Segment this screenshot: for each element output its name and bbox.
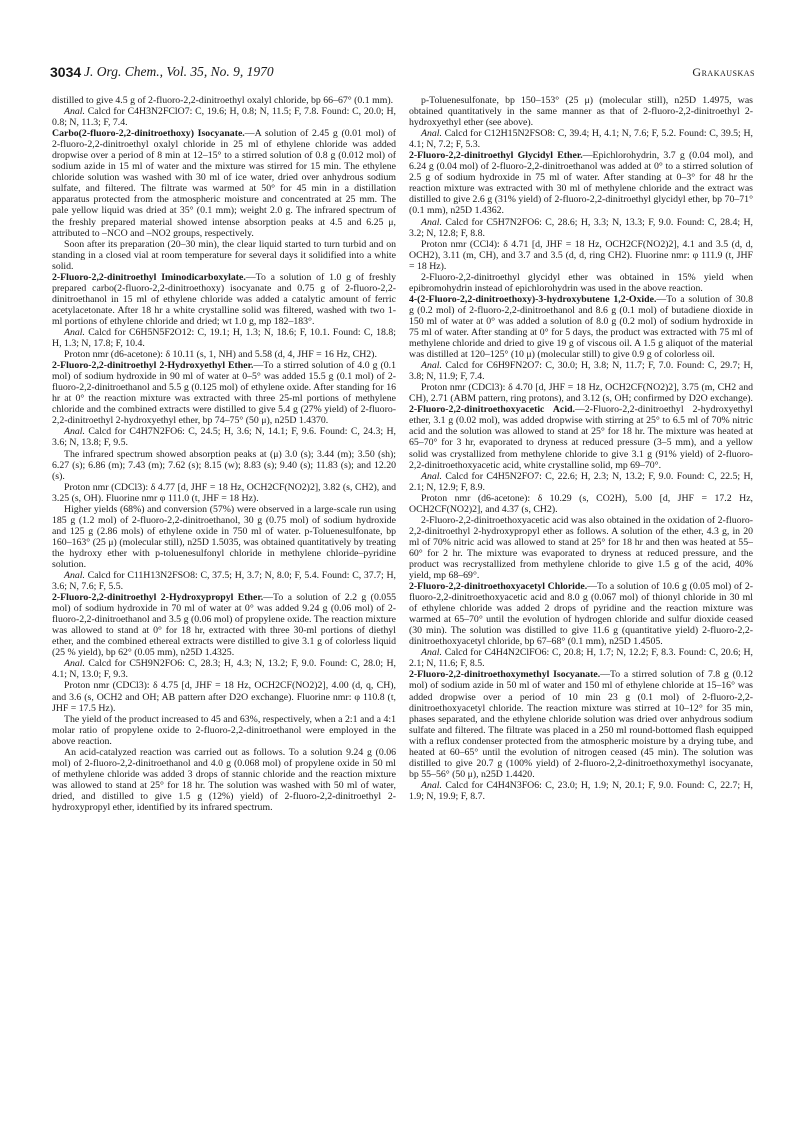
paragraph — [409, 780, 753, 802]
paragraph-text: Calcd for C5H9N2FO6: C, 28.3; H, 4.3; N, 13.2; F, 9.0. Found: C, 28.0; H, 4.1; N, 13.0; F, 9.3. — [52, 658, 396, 681]
paragraph-text: —2-Fluoro-2,2-dinitroethyl 2-hydroxyethyl ether, 3.1 g (0.02 mol), was added dropwise with stirring at 25° to 6.5 ml of 70% nitric acid and the solution was allowed to stand at 25° for 18 hr. The mixture was heated at 65–70° for 3 hr, evaporated to dryness at reduced pressure (3–5 mm), and a yellow solid was crystallized from methylene chloride to give 3.1 g (91% yield) of 2-fluoro-2,2-dinitroethoxyacetic acid, white crystalline solid, mp 69–70°. — [409, 404, 753, 471]
paragraph-text: 2-Fluoro-2,2-dinitroethoxyacetic acid was also obtained in the oxidation of 2-fluoro-2,2-dinitroethyl 2-hydroxypropyl ether as follows. A solution of the ether, 4.3 g, in 20 ml of 70% nitric acid was allowed to stand at 25° for 18 hr and then was heated at 55–60° for 2 hr. The mixture was evaporated to dryness at reduced pressure, and the product was recrystallized from methylene chloride to give 1.5 g of the acid, 40% yield, mp 68–69°. — [409, 514, 753, 582]
paragraph — [409, 493, 753, 515]
paragraph — [409, 471, 753, 493]
running-author: Grakauskas — [692, 65, 755, 79]
analysis-label: Anal. — [421, 128, 442, 140]
paragraph — [409, 581, 753, 647]
paragraph-text: Calcd for C4H4N2ClFO6: C, 20.8; H, 1.7; N, 12.2; F, 8.3. Found: C, 20.6; H, 2.1; N, 11.6; F, 8.5. — [409, 647, 753, 670]
section-heading: Carbo(2-fluoro-2,2-dinitroethoxy) Isocyanate. — [52, 128, 245, 140]
analysis-label: Anal. — [421, 470, 442, 482]
paragraph-text: Proton nmr (CDCl3): δ 4.70 [d, JHF = 18 Hz, OCH2CF(NO2)2], 3.75 (m, CH2 and CH), 2.71 (ABM pattern, ring protons), and 3.12 (s, OH; confirmed by D2O exchange). — [409, 382, 753, 405]
paragraph — [409, 294, 753, 360]
paragraph — [52, 449, 396, 482]
paragraph — [52, 327, 396, 349]
paragraph-text: 2-Fluoro-2,2-dinitroethyl glycidyl ether was obtained in 15% yield when epibromohydrin instead of epichlorohydrin was used in the above reaction. — [409, 271, 753, 294]
paragraph-text: Calcd for C4H4N3FO6: C, 23.0; H, 1.9; N, 20.1; F, 9.0. Found: C, 22.7; H, 1.9; N, 19.9; F, 8.7. — [409, 779, 753, 802]
paragraph — [409, 217, 753, 239]
page-header — [50, 64, 755, 80]
paragraph — [409, 382, 753, 404]
paragraph — [52, 95, 396, 106]
section-heading: 2-Fluoro-2,2-dinitroethoxymethyl Isocyanate. — [409, 669, 601, 681]
paragraph — [409, 128, 753, 150]
analysis-label: Anal. — [64, 106, 85, 118]
section-heading: 2-Fluoro-2,2-dinitroethoxyacetyl Chloride. — [409, 581, 588, 593]
paragraph-text: Calcd for C4H5N2FO7: C, 22.6; H, 2.3; N, 13.2; F, 9.0. Found: C, 22.5; H, 2.1; N, 12.9; F, 8.9. — [409, 470, 753, 493]
paragraph-text: p-Toluenesulfonate, bp 150–153° (25 μ) (molecular still), n25D 1.4975, was obtained quantitatively in the same manner as that of 2-fluoro-2,2-dinitroethyl 2-hydroxyethyl ether (see above). — [409, 95, 753, 129]
paragraph — [52, 714, 396, 747]
paragraph — [52, 349, 396, 360]
paragraph — [52, 658, 396, 680]
section-heading: 2-Fluoro-2,2-dinitroethyl 2-Hydroxyethyl Ether. — [52, 360, 254, 372]
paragraph — [409, 272, 753, 294]
right-column — [409, 95, 753, 1115]
paragraph — [52, 504, 396, 570]
section-heading: 4-(2-Fluoro-2,2-dinitroethoxy)-3-hydroxybutene 1,2-Oxide. — [409, 293, 657, 305]
paragraph-text: Calcd for C4H3N2FClO7: C, 19.6; H, 0.8; N, 11.5; F, 7.8. Found: C, 20.0; H, 0.8; N, 11.3; F, 7.4. — [52, 106, 396, 129]
paragraph-text: —To a solution of 1.0 g of freshly prepared carbo(2-fluoro-2,2-dinitroethoxy) isocyanate and 0.75 g of 2-fluoro-2,2-dinitroethanol in 15 ml of ethylene chloride was added a catalytic amount of ferric acetylacetonate. After 18 hr a white crystalline solid was filtered, washed with two 1-ml portions of ethylene chloride and dried; wt 1.0 g, mp 182–183°. — [52, 271, 396, 327]
paragraph-text: Calcd for C6H5N5F2O12: C, 19.1; H, 1.3; N, 18.6; F, 10.1. Found: C, 18.8; H, 1.3; N, 17.8; F, 10.4. — [52, 326, 396, 350]
paragraph — [409, 95, 753, 128]
analysis-label: Anal. — [64, 326, 85, 338]
paragraph-text: The infrared spectrum showed absorption peaks at (μ) 3.0 (s); 3.44 (m); 3.50 (sh); 6.27 (s); 6.86 (m); 7.43 (m); 7.62 (s); 8.15 (w); 8.83 (s); 9.40 (s); 11.83 (s); and 12.20 (s). — [52, 448, 396, 482]
analysis-label: Anal. — [421, 360, 442, 372]
paragraph-text: —To a solution of 30.8 g (0.2 mol) of 2-fluoro-2,2-dinitroethanol and 8.6 g (0.1 mol) of butadiene dioxide in 150 ml of water at 0° was added a solution of 8.0 g (0.2 mol) of sodium hydroxide in 75 ml of water. After standing at 0° for 5 days, the product was extracted with 75 ml of methylene chloride and dried to give 19 g of viscous oil. A 1.5 g aliquot of the material was distilled at 120–125° (10 μ) (molecular still) to give 0.9 g of colorless oil. — [409, 293, 753, 361]
paragraph-text: —Epichlorohydrin, 3.7 g (0.04 mol), and 6.24 g (0.04 mol) of 2-fluoro-2,2-dinitroethanol was added at 0° to a stirred solution of 2.5 g of sodium hydroxide in 75 ml of water. After standing at 0–3° for 48 hr the reaction mixture was extracted with 30 ml of methylene chloride and the extract was distilled to give 2.6 g (31% yield) of 2-fluoro-2,2-dinitroethyl glycidyl ether, bp 70–71° (0.1 mm), n25D 1.4362. — [409, 150, 753, 217]
paragraph — [52, 482, 396, 504]
left-column — [52, 95, 396, 1115]
paragraph-text: Proton nmr (CCl4): δ 4.71 [d, JHF = 18 Hz, OCH2CF(NO2)2], 4.1 and 3.5 (d, d, OCH2), 3.11 (m, CH), and 3.7 and 3.5 (d, d, ring CH2). Fluorine nmr: φ 111.9 (t, JHF = 18 Hz). — [409, 238, 753, 272]
paragraph — [409, 669, 753, 779]
paragraph — [52, 106, 396, 128]
paragraph — [52, 680, 396, 713]
analysis-label: Anal. — [421, 779, 442, 791]
section-heading: 2-Fluoro-2,2-dinitroethyl 2-Hydroxypropyl Ether. — [52, 592, 264, 604]
paragraph-text: Calcd for C11H13N2FSO8: C, 37.5; H, 3.7; N, 8.0; F, 5.4. Found: C, 37.7; H, 3.6; N, 7.6; F, 5.5. — [52, 570, 396, 593]
page-number: 3034 — [50, 64, 82, 80]
analysis-label: Anal. — [64, 426, 85, 438]
section-heading: 2-Fluoro-2,2-dinitroethyl Glycidyl Ether. — [409, 150, 583, 162]
paragraph-text: Calcd for C5H7N2FO6: C, 28.6; H, 3.3; N, 13.3; F, 9.0. Found: C, 28.4; H, 3.2; N, 12.8; F, 8.8. — [409, 216, 753, 239]
section-heading: 2-Fluoro-2,2-dinitroethyl Iminodicarboxylate. — [52, 271, 246, 283]
paragraph-text: Calcd for C12H15N2FSO8: C, 39.4; H, 4.1; N, 7.6; F, 5.2. Found: C, 39.5; H, 4.1; N, 7.2; F, 5.3. — [409, 128, 753, 151]
paragraph-text: —To a stirred solution of 4.0 g (0.1 mol) of sodium hydroxide in 90 ml of water at 0–5° was added 15.5 g (0.1 mol) of 2-fluoro-2,2-dinitroethanol and 5.5 g (0.125 mol) of ethylene oxide. After standing for 16 hr at 0° the reaction mixture was extracted with three 25-ml portions of methylene chloride and the combined extracts were distilled to give 5.4 g (27% yield) of 2-fluoro-2,2-dinitroethyl 2-hydroxyethyl ether, bp 74–75° (50 μ), n25D 1.4370. — [52, 360, 396, 427]
paragraph — [52, 747, 396, 813]
paragraph-text: An acid-catalyzed reaction was carried out as follows. To a solution 9.24 g (0.06 mol) of 2-fluoro-2,2-dinitroethanol and 4.0 g (0.068 mol) of propylene oxide in 50 ml of methylene chloride was added 3 drops of stannic chloride and the reaction mixture was allowed to stand at 25° for 18 hr. The solution was washed with 50 ml of water, dried, and distilled to give 1.5 g (12%) yield) of 2-fluoro-2,2-dinitroethyl 2-hydroxypropyl ether, identified by its infrared spectrum. — [52, 746, 396, 813]
paragraph — [52, 272, 396, 327]
paragraph — [52, 570, 396, 592]
analysis-label: Anal. — [64, 658, 85, 670]
paragraph-text: Proton nmr (CDCl3): δ 4.77 [d, JHF = 18 Hz, OCH2CF(NO2)2], 3.82 (s, CH2), and 3.25 (s, OH). Fluorine nmr φ 111.0 (t, JHF = 18 Hz). — [52, 481, 396, 504]
paragraph-text: The yield of the product increased to 45 and 63%, respectively, when a 2:1 and a 4:1 molar ratio of propylene oxide to 2-fluoro-2,2-dinitroethanol were employed in the above reaction. — [52, 713, 396, 747]
paragraph-text: Proton nmr (CDCl3): δ 4.75 [d, JHF = 18 Hz, OCH2CF(NO2)2], 4.00 (d, q, CH), and 3.6 (s, OCH2 and OH; AB pattern after D2O exchange). Fluorine nmr: φ 110.8 (t, JHF = 17.5 Hz). — [52, 680, 396, 714]
paragraph-text: —A solution of 2.45 g (0.01 mol) of 2-fluoro-2,2-dinitroethyl oxalyl chloride in 25 ml of ethylene chloride was added dropwise over a period of 8 min at 12–15° to a stirred solution of 0.8 g (0.012 mol) of sodium azide in 15 ml of water and the mixture was stirred for 15 min. The ethylene chloride solution was washed with 30 ml of ice water, dried over anhydrous sodium sulfate, and filtered. The filtrate was warmed at 50° for 45 min in a distillation apparatus protected from the atmospheric moisture and concentrated at 25 mm. The pale yellow liquid was dried at 35° (0.1 mm); weight 2.0 g. The infrared spectrum of the freshly prepared material showed intense absorption peaks at 4.5 and 6.25 μ, attributed to –NCO and –NO2 groups, respectively. — [52, 128, 396, 239]
paragraph — [52, 239, 396, 272]
paragraph-text: —To a solution of 10.6 g (0.05 mol) of 2-fluoro-2,2-dinitroethoxyacetic acid and 8.0 g (0.067 mol) of thionyl chloride in 30 ml of ethylene chloride was added 2 drops of pyridine and the reaction mixture was warmed at 65–70° until the evolution of hydrogen chloride and sulfur dioxide ceased (30 min). The solution was distilled to give 11.6 g (quantitative yield) 2-fluoro-2,2-dinitroethoxyacetyl chloride, bp 67–68° (0.1 mm), n25D 1.4505. — [409, 581, 753, 648]
section-heading: 2-Fluoro-2,2-dinitroethoxyacetic Acid. — [409, 404, 575, 416]
paragraph-text: distilled to give 4.5 g of 2-fluoro-2,2-dinitroethyl oxalyl chloride, bp 66–67° (0.1 mm). — [52, 95, 394, 106]
journal-citation: J. Org. Chem., Vol. 35, No. 9, 1970 — [84, 64, 274, 79]
paragraph-text: Soon after its preparation (20–30 min), the clear liquid started to turn turbid and on standing in a closed vial at room temperature for several days it solidified into a white solid. — [52, 238, 396, 272]
paragraph-text: Calcd for C4H7N2FO6: C, 24.5; H, 3.6; N, 14.1; F, 9.6. Found: C, 24.3; H, 3.6; N, 13.8; F, 9.5. — [52, 426, 396, 449]
analysis-label: Anal. — [421, 647, 442, 659]
analysis-label: Anal. — [64, 570, 85, 582]
paragraph — [409, 647, 753, 669]
paragraph-text: Proton nmr (d6-acetone): δ 10.29 (s, CO2H), 5.00 [d, JHF = 17.2 Hz, OCH2CF(NO2)2], and 4.37 (s, CH2). — [409, 492, 753, 515]
paragraph — [52, 426, 396, 448]
paragraph — [409, 404, 753, 470]
paragraph-text: —To a stirred solution of 7.8 g (0.12 mol) of sodium azide in 50 ml of water and 150 ml of ethylene chloride at 15–16° was added dropwise over a period of 10 min 23 g (0.1 mol) of 2-fluoro-2,2-dinitroethoxyacetyl chloride. The reaction mixture was stirred at 10–12° for 35 min, phases separated, and the ethylene chloride solution was dried over anhydrous sodium sulfate and filtered. The filtrate was placed in a 250 ml round-bottomed flash equipped with a reflux condenser protected from the atmospheric moisture by a drying tube, and heated at 60–65° until the evolution of nitrogen ceased (45 min). The solution was distilled to give 20.7 g (100% yield) of 2-fluoro-2,2-dinitroethoxymethyl isocyanate, bp 55–56° (50 μ), n25D 1.4420. — [409, 669, 753, 780]
paragraph — [409, 360, 753, 382]
paragraph-text: Calcd for C6H9FN2O7: C, 30.0; H, 3.8; N, 11.7; F, 7.0. Found: C, 29.7; H, 3.8; N, 11.9; F, 7.4. — [409, 360, 753, 383]
paragraph — [52, 128, 396, 238]
analysis-label: Anal. — [421, 216, 442, 228]
paragraph — [52, 360, 396, 426]
paragraph — [409, 150, 753, 216]
paragraph — [409, 239, 753, 272]
paragraph-text: —To a solution of 2.2 g (0.055 mol) of sodium hydroxide in 70 ml of water at 0° was added 9.24 g (0.06 mol) of 2-fluoro-2,2-dinitroethanol and 3.5 g (0.06 mol) of propylene oxide. The reaction mixture was allowed to stand at 0° for 18 hr, extracted with three 30-ml portions of diethyl ether, and the combined ethereal extracts were distilled to give 3.1 g of colorless liquid (25 % yield), bp 62° (0.05 mm), n25D 1.4325. — [52, 592, 396, 659]
paragraph-text: Proton nmr (d6-acetone): δ 10.11 (s, 1, NH) and 5.58 (d, 4, JHF = 16 Hz, CH2). — [64, 349, 377, 361]
paragraph — [409, 515, 753, 581]
paragraph-text: Higher yields (68%) and conversion (57%) were observed in a large-scale run using 185 g (1.2 mol) of 2-fluoro-2,2-dinitroethanol, 30 g (0.75 mol) of sodium hydroxide and 125 g (2.86 mols) of ethylene oxide in 750 ml of water. p-Toluenesulfonate, bp 160–163° (25 μ) (molecular still), n25D 1.5035, was obtained quantitatively by treating the hydroxy ether with p-toluenesulfonyl chloride in methylene chloride–pyridine solution. — [52, 503, 396, 570]
paragraph — [52, 592, 396, 658]
